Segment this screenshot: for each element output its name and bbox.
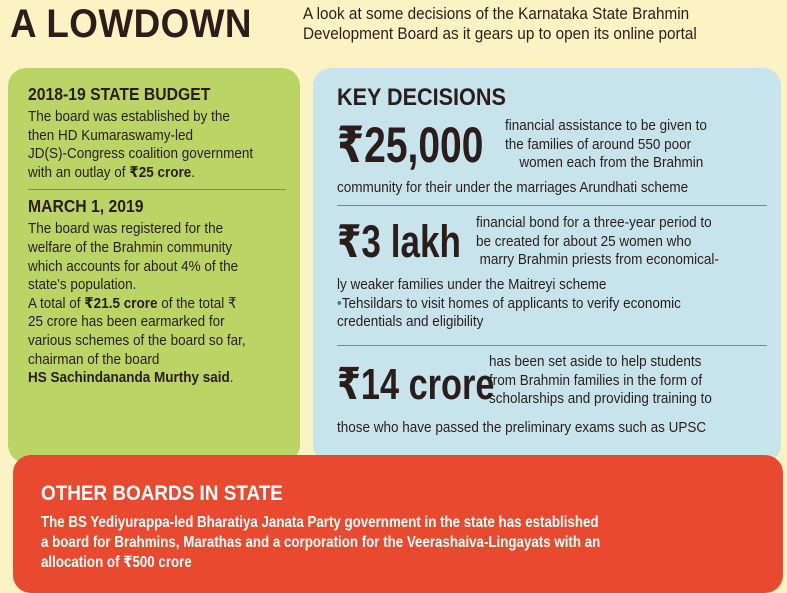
- item2-line: financial bond for a three-year period to: [476, 214, 712, 231]
- budget-line: JD(S)-Congress coalition government: [28, 145, 254, 163]
- amount-14-crore: ₹14 crore: [337, 360, 495, 409]
- other-boards-text: [41, 513, 691, 573]
- key-decisions-panel: [313, 68, 781, 463]
- other-boards-line: The BS Yediyurappa-led Bharatiya Janata Party government in the state has established: [41, 514, 599, 531]
- budget-panel: [8, 68, 300, 463]
- item2-line: credentials and eligibility: [337, 313, 484, 331]
- budget-line-last: with an outlay of ₹25 crore.: [28, 163, 196, 181]
- other-boards-line: a board for Brahmins, Marathas and a corporation for the Veerashaiva-Lingayats with an: [41, 534, 601, 551]
- item3-line: scholarships and providing training to: [489, 390, 712, 408]
- march-line: 25 crore has been earmarked for: [28, 313, 225, 331]
- budget-line: The board was established by the: [28, 108, 230, 125]
- item1-line: women each from the Brahmin: [519, 154, 704, 172]
- item2-line: marry Brahmin priests from economical-: [479, 251, 719, 269]
- march-line: various schemes of the board so far,: [28, 331, 246, 349]
- item1-line: the families of around 550 poor: [505, 135, 692, 153]
- item3-line: from Brahmin families in the form of: [489, 371, 703, 389]
- item2-bullet-line: •Tehsildars to visit homes of applicants to verify economic: [337, 294, 681, 312]
- header: [0, 0, 787, 52]
- march-text: [28, 220, 290, 387]
- budget-line: then HD Kumaraswamy-led: [28, 126, 194, 144]
- item3-line: those who have passed the preliminary exams such as UPSC: [337, 419, 707, 436]
- item2-full-text: [337, 276, 719, 332]
- item2-line: be created for about 25 women who: [476, 232, 692, 250]
- amount-25000: ₹25,000: [337, 117, 484, 173]
- key-decisions-heading: KEY DECISIONS: [337, 84, 506, 111]
- subtitle-line: A look at some decisions of the Karnataka State Brahmin: [303, 4, 690, 23]
- budget-text: [28, 108, 290, 182]
- item2-line: ly weaker families under the Maitreyi scheme: [337, 276, 607, 293]
- item2-side-text: [476, 214, 746, 270]
- page-title: A LOWDOWN: [10, 2, 252, 46]
- item1-full-line: [337, 179, 727, 198]
- item1-line: community for their under the marriages Arundhati scheme: [337, 179, 689, 196]
- march-line: which accounts for about 4% of the: [28, 257, 239, 275]
- march-line: chairman of the board: [28, 350, 160, 368]
- item-divider: [337, 345, 767, 346]
- amount-3-lakh: ₹3 lakh: [337, 216, 461, 267]
- march-line: state's population.: [28, 276, 137, 294]
- section-divider: [28, 189, 286, 190]
- other-boards-heading: OTHER BOARDS IN STATE: [41, 482, 283, 505]
- page-subtitle: [303, 4, 735, 44]
- other-boards-panel: [13, 455, 783, 593]
- march-heading: MARCH 1, 2019: [28, 196, 144, 217]
- march-total-line: A total of ₹21.5 crore of the total ₹: [28, 294, 237, 312]
- item3-side-text: [489, 353, 737, 409]
- budget-amount: ₹25 crore: [129, 163, 192, 181]
- chairman-name: HS Sachindananda Murthy said: [28, 369, 230, 387]
- other-boards-line: allocation of ₹500 crore: [41, 554, 192, 571]
- item1-side-text: [505, 117, 729, 173]
- march-line: welfare of the Brahmin community: [28, 238, 233, 256]
- march-chair-line: HS Sachindananda Murthy said.: [28, 369, 234, 387]
- bullet-icon: •: [337, 294, 342, 312]
- budget-heading: 2018-19 STATE BUDGET: [28, 84, 211, 104]
- item3-full-line: [337, 419, 747, 438]
- march-line: The board was registered for the: [28, 220, 224, 238]
- item-divider: [337, 205, 767, 206]
- earmarked-amount: ₹21.5 crore: [84, 294, 158, 312]
- item1-line: financial assistance to be given to: [505, 117, 707, 134]
- item3-line: has been set aside to help students: [489, 353, 702, 370]
- subtitle-line: Development Board as it gears up to open its online portal: [303, 24, 697, 43]
